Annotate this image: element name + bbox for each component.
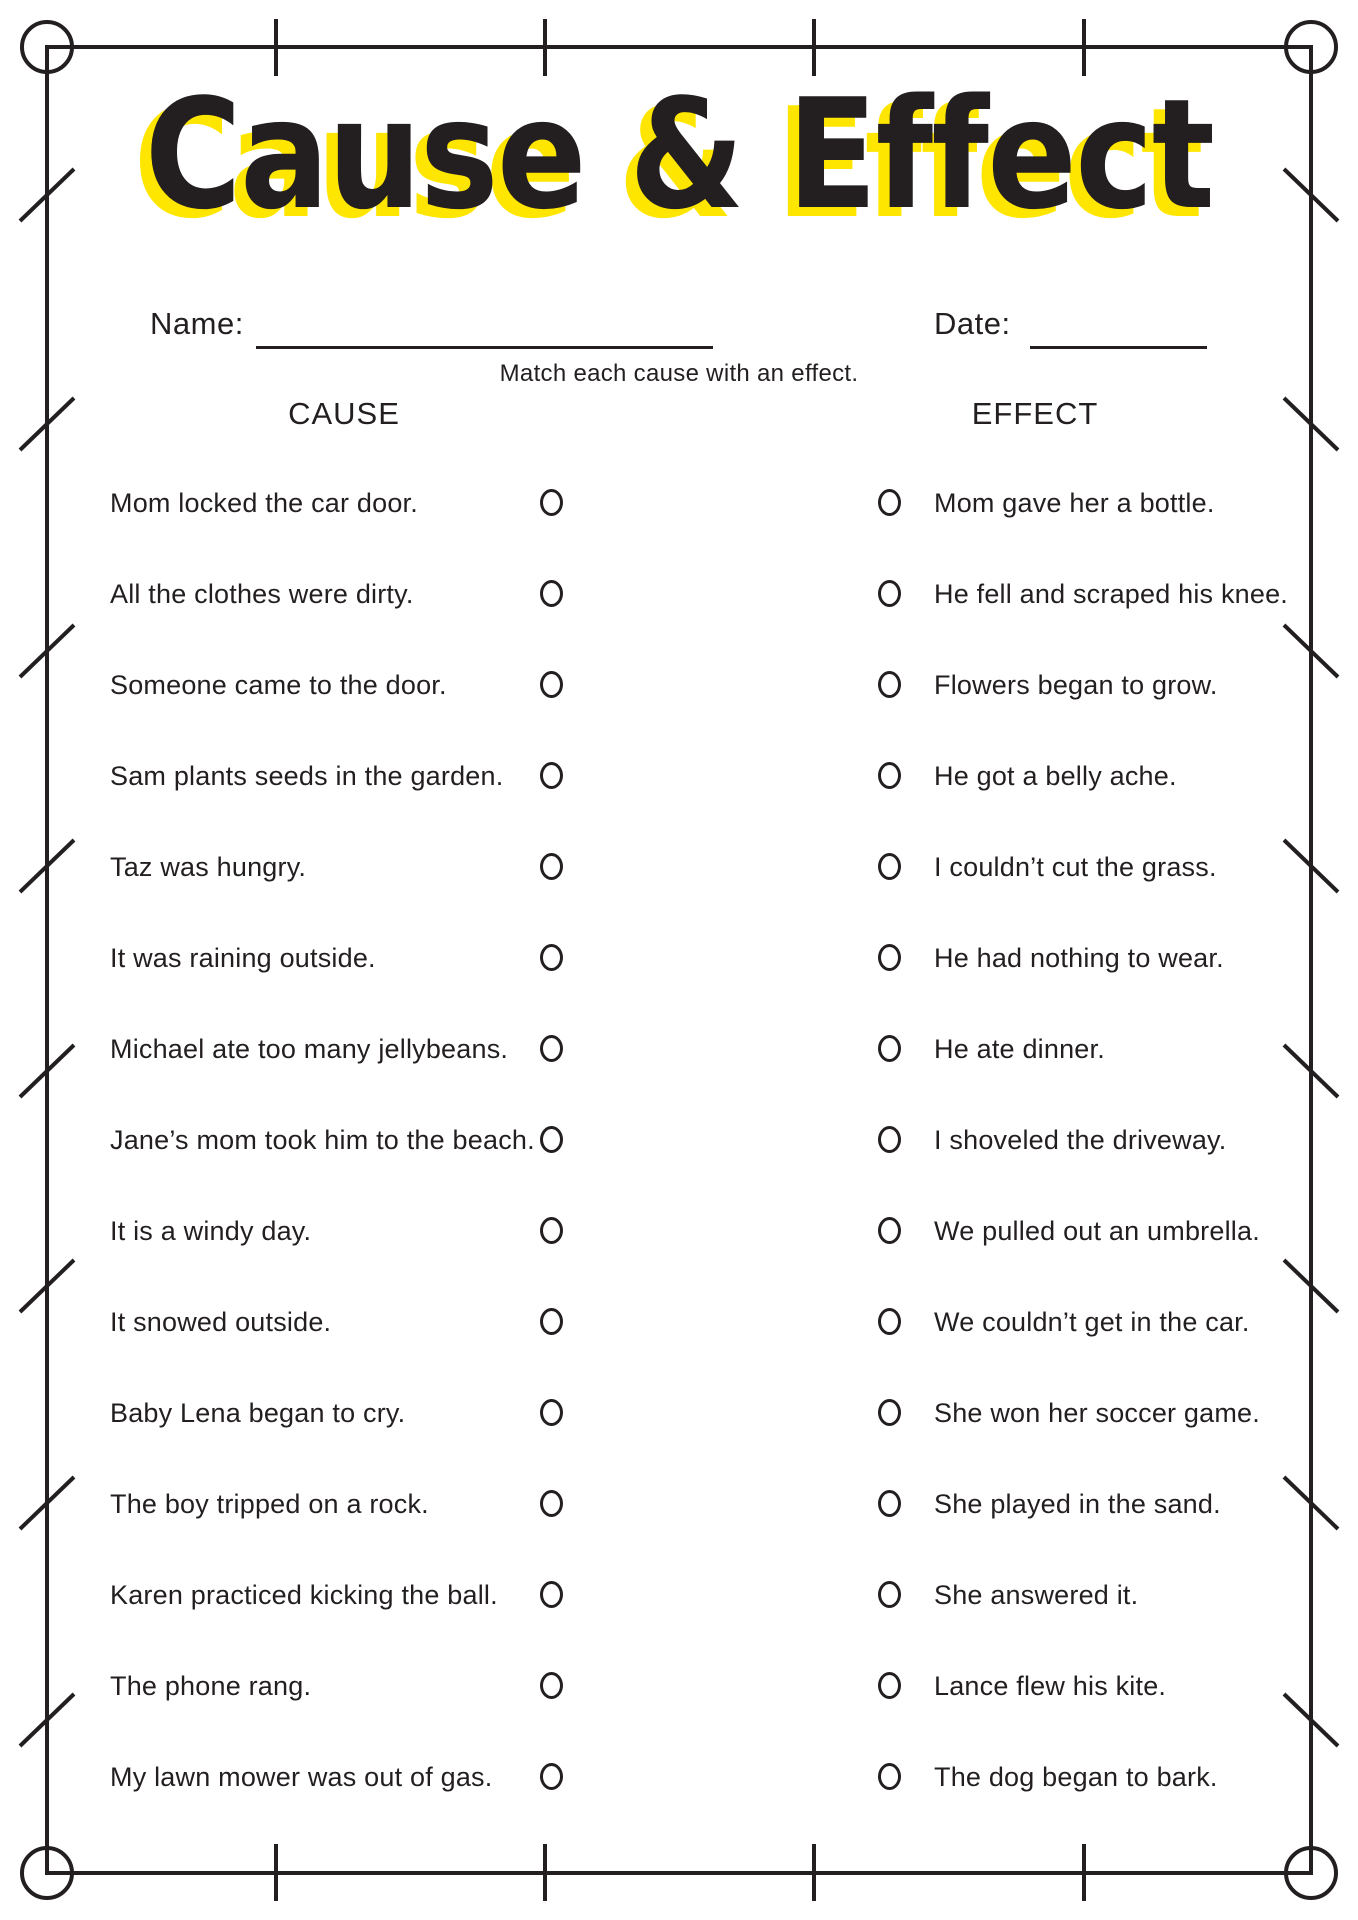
effect-match-circle[interactable] — [878, 944, 901, 971]
effect-text: He got a belly ache. — [934, 761, 1177, 791]
cause-text: Michael ate too many jellybeans. — [110, 1034, 509, 1064]
effect-text: She answered it. — [934, 1580, 1139, 1610]
effect-match-circle[interactable] — [878, 1581, 901, 1608]
cause-match-circle[interactable] — [540, 489, 563, 516]
cause-text: Karen practiced kicking the ball. — [110, 1580, 498, 1610]
match-row — [0, 1575, 1358, 1615]
effect-match-circle[interactable] — [878, 1217, 901, 1244]
effect-match-circle[interactable] — [878, 1126, 901, 1153]
match-row — [0, 756, 1358, 796]
effect-text: I shoveled the driveway. — [934, 1125, 1227, 1155]
match-row — [0, 1029, 1358, 1069]
match-row — [0, 574, 1358, 614]
cause-text: It snowed outside. — [110, 1307, 332, 1337]
cause-match-circle[interactable] — [540, 1308, 563, 1335]
effect-text: Mom gave her a bottle. — [934, 488, 1215, 518]
effect-text: She won her soccer game. — [934, 1398, 1260, 1428]
effect-text: We pulled out an umbrella. — [934, 1216, 1260, 1246]
effect-text: He ate dinner. — [934, 1034, 1105, 1064]
effect-match-circle[interactable] — [878, 1399, 901, 1426]
cause-text: The boy tripped on a rock. — [110, 1489, 429, 1519]
effect-text: He had nothing to wear. — [934, 943, 1224, 973]
cause-match-circle[interactable] — [540, 1217, 563, 1244]
match-row — [0, 1666, 1358, 1706]
cause-text: It is a windy day. — [110, 1216, 312, 1246]
cause-match-circle[interactable] — [540, 853, 563, 880]
match-row — [0, 847, 1358, 887]
match-row — [0, 1484, 1358, 1524]
effect-match-circle[interactable] — [878, 489, 901, 516]
match-row — [0, 665, 1358, 705]
effect-match-circle[interactable] — [878, 853, 901, 880]
effect-text: We couldn’t get in the car. — [934, 1307, 1250, 1337]
effect-column-header: EFFECT — [971, 396, 1099, 431]
match-row — [0, 483, 1358, 523]
cause-match-circle[interactable] — [540, 1490, 563, 1517]
cause-text: The phone rang. — [110, 1671, 312, 1701]
cause-match-circle[interactable] — [540, 1581, 563, 1608]
cause-match-circle[interactable] — [540, 944, 563, 971]
cause-match-circle[interactable] — [540, 1126, 563, 1153]
effect-match-circle[interactable] — [878, 671, 901, 698]
effect-text: She played in the sand. — [934, 1489, 1221, 1519]
effect-match-circle[interactable] — [878, 1490, 901, 1517]
page-title: Cause & Effect — [144, 66, 1214, 243]
effect-match-circle[interactable] — [878, 1035, 901, 1062]
cause-text: Mom locked the car door. — [110, 488, 418, 518]
match-row — [0, 1302, 1358, 1342]
effect-match-circle[interactable] — [878, 580, 901, 607]
cause-text: All the clothes were dirty. — [110, 579, 414, 609]
cause-text: Taz was hungry. — [110, 852, 307, 882]
cause-text: My lawn mower was out of gas. — [110, 1762, 493, 1792]
match-row — [0, 938, 1358, 978]
cause-match-circle[interactable] — [540, 1035, 563, 1062]
cause-text: Jane’s mom took him to the beach. — [110, 1125, 535, 1155]
cause-text: Sam plants seeds in the garden. — [110, 761, 504, 791]
effect-text: Flowers began to grow. — [934, 670, 1218, 700]
cause-text: Someone came to the door. — [110, 670, 447, 700]
match-row — [0, 1393, 1358, 1433]
cause-column-header: CAUSE — [288, 396, 400, 431]
cause-match-circle[interactable] — [540, 580, 563, 607]
date-label: Date: — [934, 306, 1011, 341]
name-label: Name: — [150, 306, 244, 341]
effect-text: He fell and scraped his knee. — [934, 579, 1289, 609]
cause-text: Baby Lena began to cry. — [110, 1398, 406, 1428]
cause-match-circle[interactable] — [540, 671, 563, 698]
effect-match-circle[interactable] — [878, 1672, 901, 1699]
effect-text: The dog began to bark. — [934, 1762, 1218, 1792]
effect-match-circle[interactable] — [878, 1308, 901, 1335]
cause-match-circle[interactable] — [540, 762, 563, 789]
match-row — [0, 1211, 1358, 1251]
cause-match-circle[interactable] — [540, 1399, 563, 1426]
effect-text: Lance flew his kite. — [934, 1671, 1167, 1701]
cause-match-circle[interactable] — [540, 1763, 563, 1790]
match-row — [0, 1757, 1358, 1797]
match-row — [0, 1120, 1358, 1160]
cause-match-circle[interactable] — [540, 1672, 563, 1699]
effect-match-circle[interactable] — [878, 1763, 901, 1790]
instruction-text: Match each cause with an effect. — [499, 360, 859, 387]
effect-match-circle[interactable] — [878, 762, 901, 789]
effect-text: I couldn’t cut the grass. — [934, 852, 1217, 882]
cause-text: It was raining outside. — [110, 943, 376, 973]
